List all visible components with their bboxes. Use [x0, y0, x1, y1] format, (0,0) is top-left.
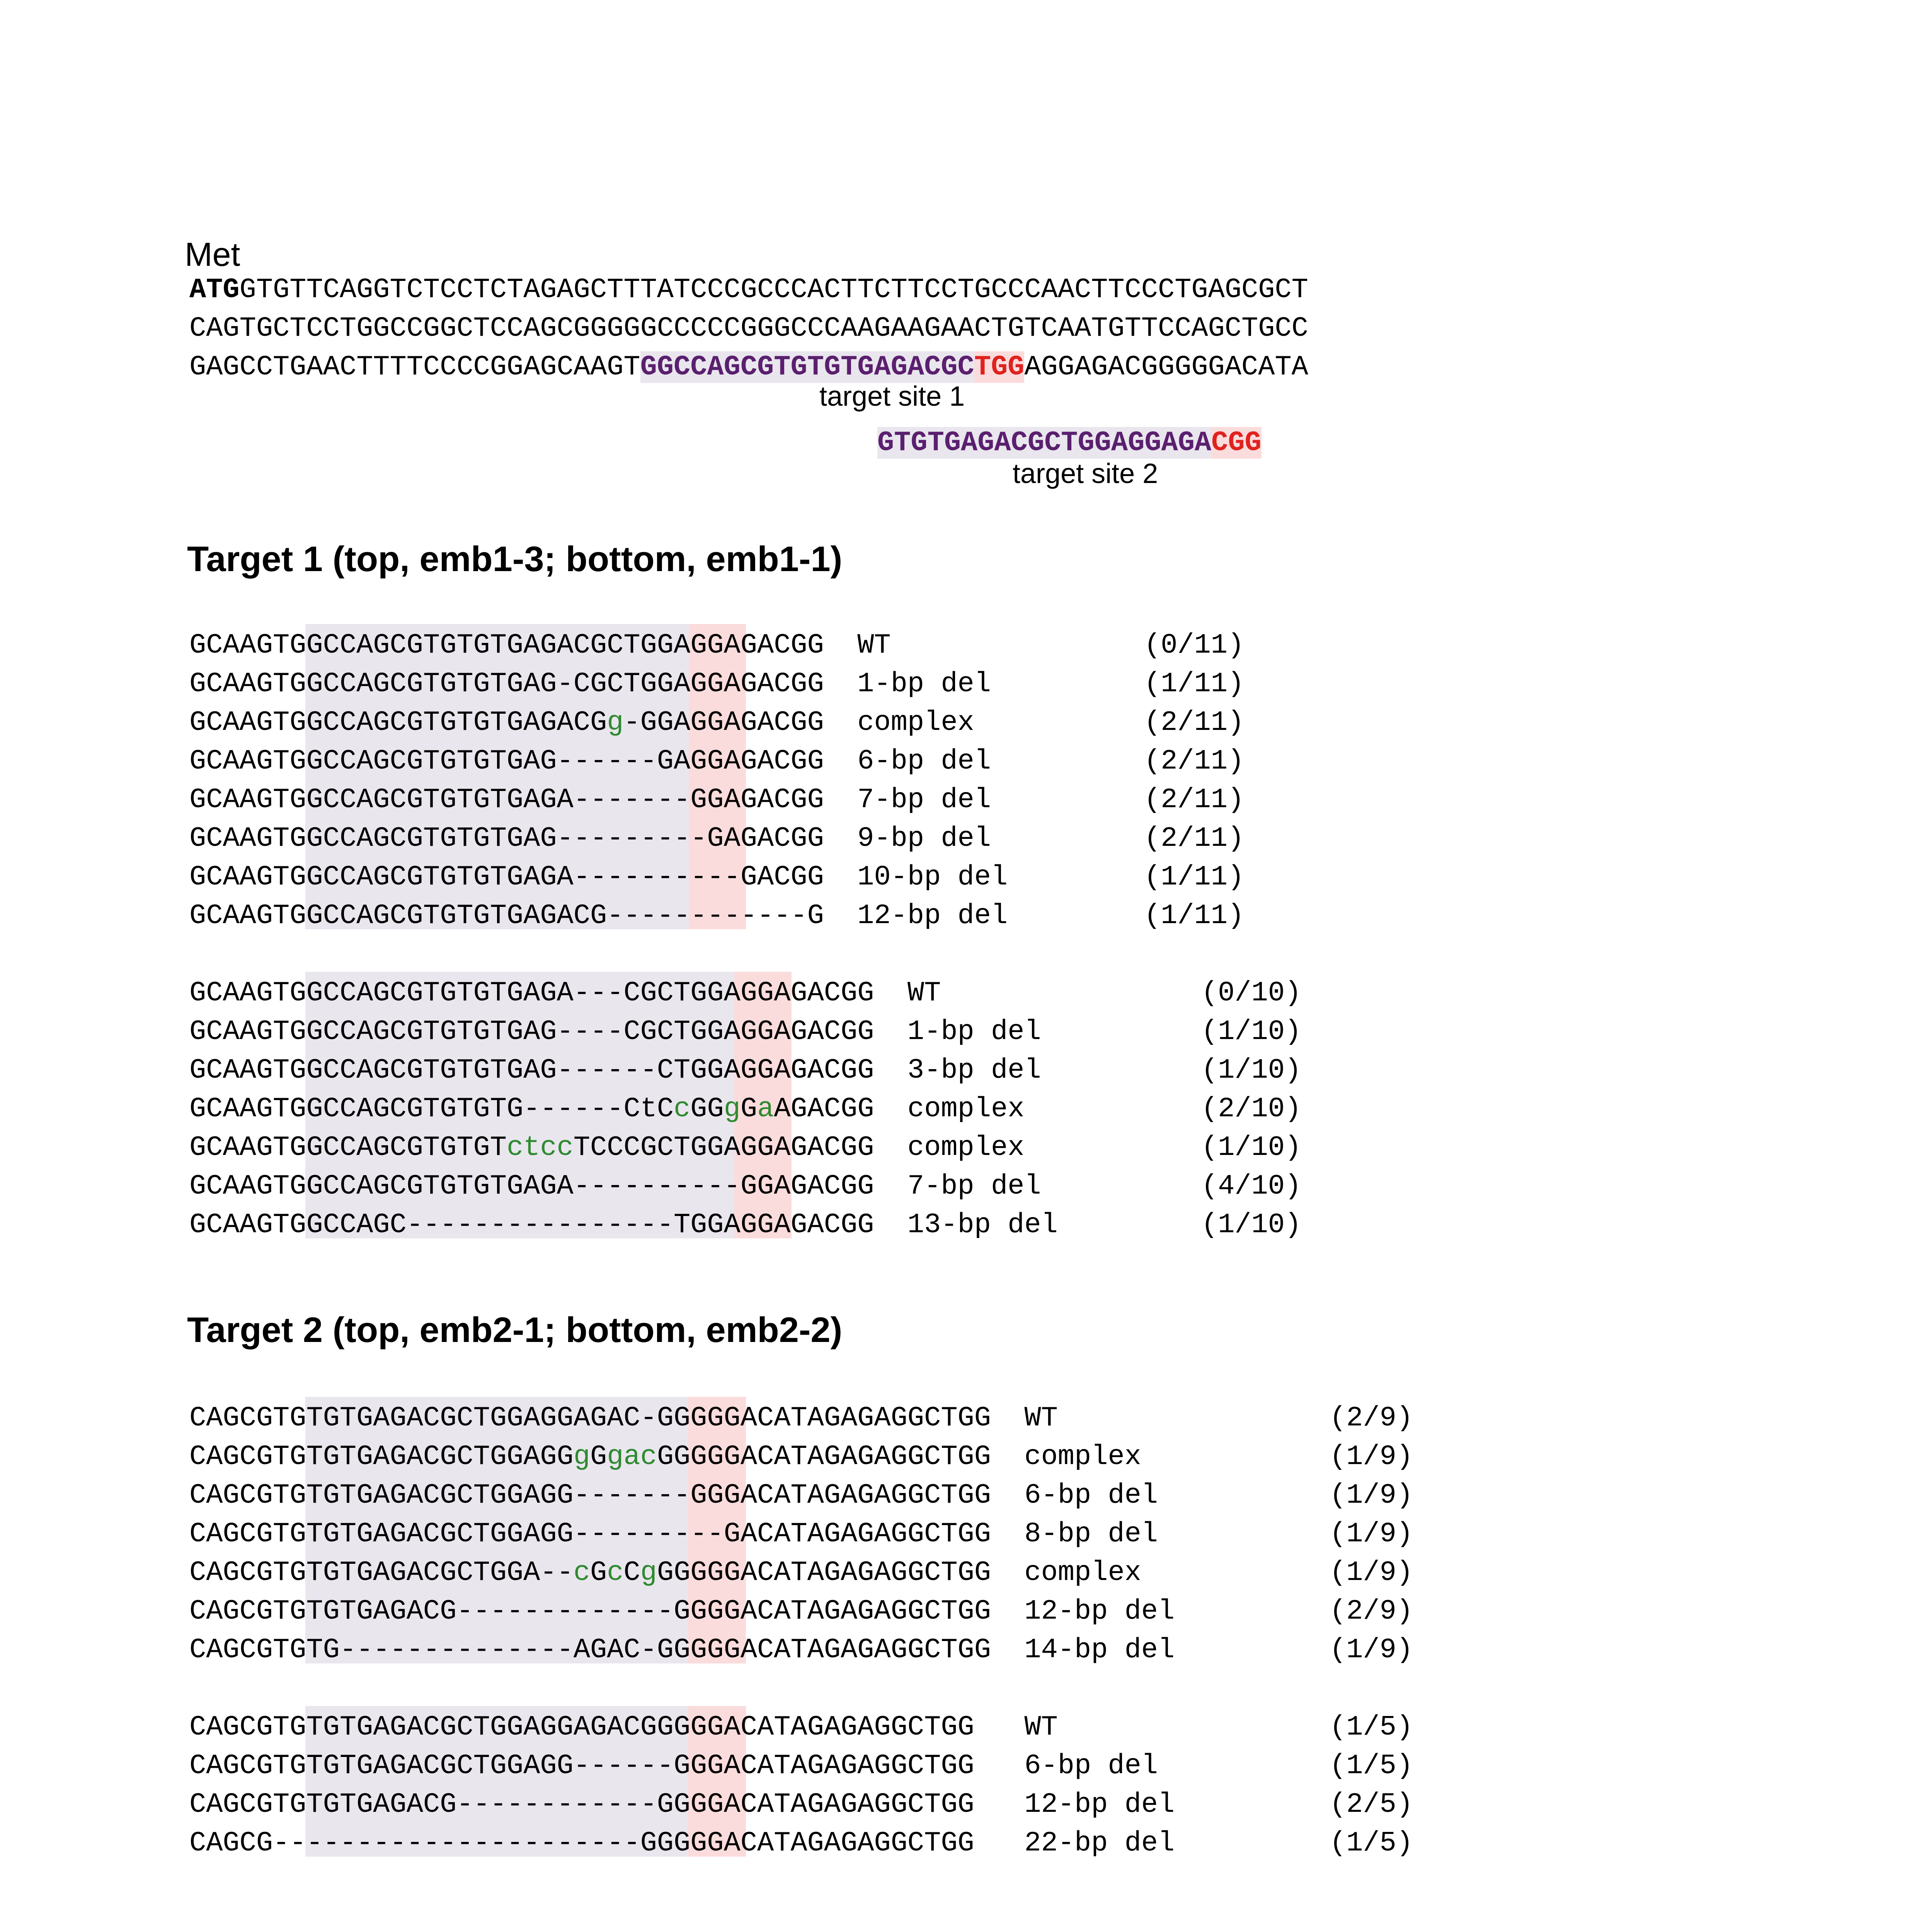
row-type: 10-bp del: [857, 861, 1008, 893]
row-type: complex: [907, 1132, 1025, 1163]
alignment-row: [189, 1167, 1041, 1206]
row-type: 12-bp del: [1024, 1789, 1175, 1820]
insertion: c: [674, 1093, 691, 1125]
row-type: WT: [1024, 1402, 1058, 1434]
row-count: (1/5): [1330, 1711, 1413, 1743]
alignment-row: [189, 1012, 1041, 1051]
insertion: g: [640, 1557, 657, 1588]
row-type: 9-bp del: [857, 823, 991, 854]
row-type: complex: [907, 1093, 1025, 1125]
seq-text: CAGCGTGTGTGAGACGCTGGAGG---------GACATAGAGAGGCTGG: [189, 1518, 991, 1550]
row-count: (0/10): [1201, 977, 1302, 1009]
alignment-row: [189, 781, 991, 819]
row-count: (1/9): [1330, 1634, 1413, 1666]
row-count: (2/5): [1330, 1789, 1413, 1820]
alignment-row: [189, 1051, 1041, 1090]
start-codon: ATG: [189, 274, 240, 306]
row-seq: CAGCG----------------------GGGGGACATAGAGAGGCTGG: [189, 1827, 974, 1859]
row-seq: GCAAGTGGCCAGCGTGTGTGAG------GAGGAGACGG: [189, 745, 824, 777]
row-type: 22-bp del: [1024, 1827, 1175, 1859]
row-count: (1/9): [1330, 1518, 1413, 1550]
row-count: (1/9): [1330, 1557, 1413, 1588]
target2-heading: Target 2 (top, emb2-1; bottom, emb2-2): [187, 1310, 843, 1350]
row-count: (1/5): [1330, 1750, 1413, 1782]
row-count: (1/11): [1144, 900, 1245, 932]
alignment-row: [189, 1785, 1175, 1824]
target2-bottom-alignment: [189, 1708, 1175, 1901]
insertion: g: [607, 707, 624, 738]
seq-text: CAGCGTGTGTGAGACGCTGGAGG-------GGGACATAGAGAGGCTGG: [189, 1480, 991, 1511]
row-type: complex: [857, 707, 974, 738]
alignment-row: [189, 1206, 1058, 1244]
row-type: 14-bp del: [1024, 1634, 1175, 1666]
alignment-row: [189, 1399, 1058, 1437]
seq-text: G: [590, 1557, 607, 1588]
alignment-row: [189, 1747, 1158, 1785]
row-seq: [189, 1402, 991, 1434]
alignment-row: [189, 1631, 1175, 1669]
row-count: (2/11): [1144, 823, 1245, 854]
row-type: WT: [907, 977, 941, 1009]
row-count: (1/9): [1330, 1480, 1413, 1511]
alignment-row: [189, 974, 941, 1012]
target-site-1-label: target site 1: [819, 381, 965, 412]
alignment-row: [189, 896, 1008, 935]
seq-text: GAGCCTGAACTTTTCCCCGGAGCAAGT: [189, 351, 640, 383]
sequence-line-3: [189, 348, 1308, 386]
alignment-row: [189, 742, 991, 781]
row-type: 12-bp del: [857, 900, 1008, 932]
row-type: 8-bp del: [1024, 1518, 1158, 1550]
alignment-row: [189, 1515, 1158, 1553]
seq-text: GG: [690, 1093, 724, 1125]
insertion: g: [573, 1441, 590, 1473]
row-count: (2/11): [1144, 745, 1245, 777]
target2-bottom-counts: [1330, 1708, 1413, 1901]
target1-heading: Target 1 (top, emb1-3; bottom, emb1-1): [187, 539, 843, 579]
row-seq: GCAAGTGGCCAGCGTGTGTGAG------CTGGAGGAGACGG: [189, 1054, 874, 1086]
alignment-row: [189, 1476, 1158, 1515]
insertion: g: [724, 1093, 741, 1125]
row-count: (1/9): [1330, 1441, 1413, 1473]
row-type: 7-bp del: [857, 784, 991, 816]
seq-text: GCAAGTGGCCAGCGTGTGTG------CtC: [189, 1093, 674, 1125]
seq-text: CAGCGTGTGTGAGACG-------------GGGGACATAGAGAGGCTGG: [189, 1595, 991, 1627]
row-seq: -GGAGGAGACGG: [623, 707, 824, 738]
target-site-2-seq: GTGTGAGACGCTGGAGGAGA: [877, 427, 1212, 459]
row-seq: [189, 1093, 874, 1125]
seq-text: TCCCGCTGGAGGAGACGG: [573, 1132, 874, 1163]
alignment-row: [189, 1824, 1175, 1862]
row-seq: GCAAGTGGCCAGCGTGTGTGAGACG: [189, 707, 607, 738]
row-type: 3-bp del: [907, 1054, 1041, 1086]
row-seq: GCAAGTGGCCAGCGTGTGTGAGA----------GACGG: [189, 861, 824, 893]
row-count: (2/11): [1144, 784, 1245, 816]
insertion: a: [757, 1093, 774, 1125]
target-site-2-seq-line: [877, 423, 1262, 462]
seq-text: GTGTTCAGGTCTCCTCTAGAGCTTTATCCCGCCCACTTCTTCCTGCCCAACTTCCCTGAGCGCT: [239, 274, 1308, 306]
alignment-row: [189, 819, 991, 858]
target1-top-alignment: [189, 626, 1008, 974]
row-seq: GCAAGTGGCCAGCGTGTGTGAGACGCTGGAGGAGACGG: [189, 629, 824, 661]
seq-text: GCAAGTGGCCAGCGTGTGT: [189, 1132, 507, 1163]
alignment-row: [189, 858, 1008, 896]
row-seq: GCAAGTGGCCAGCGTGTGTGAGACG------------G: [189, 900, 824, 932]
alignment-row: [189, 1128, 1024, 1167]
row-type: 6-bp del: [1024, 1480, 1158, 1511]
row-type: WT: [1024, 1711, 1058, 1743]
target1-top-counts: [1144, 626, 1245, 974]
row-count: (2/9): [1330, 1595, 1413, 1627]
alignment-row: [189, 1090, 1024, 1128]
row-count: (1/11): [1144, 668, 1245, 700]
seq-text: CAGCGTGTG--------------AGAC-GGGGGACATAGAGAGGCTGG: [189, 1634, 991, 1666]
sequence-line-1: [189, 270, 1308, 309]
row-seq: [189, 1557, 991, 1588]
row-count: (4/10): [1201, 1170, 1302, 1202]
insertion: gac: [607, 1441, 657, 1473]
seq-text: G: [740, 1093, 758, 1125]
row-seq: CAGCGTGTGTGAGACGCTGGAGG------GGGACATAGAGAGGCTGG: [189, 1750, 974, 1782]
target-site-1-seq: GGCCAGCGTGTGTGAGACGC: [640, 351, 974, 383]
row-seq: GCAAGTGGCCAGCGTGTGTGAGA---CGCTGGAGGAGACGG: [189, 977, 874, 1009]
row-type: complex: [1024, 1557, 1141, 1588]
row-seq: GCAAGTGGCCAGCGTGTGTGAG----CGCTGGAGGAGACGG: [189, 1016, 874, 1048]
target1-bottom-alignment: [189, 974, 1058, 1283]
row-seq: [189, 1595, 991, 1627]
row-type: 13-bp del: [907, 1209, 1058, 1241]
row-seq: [189, 1518, 991, 1550]
seq-text: G: [590, 1441, 607, 1473]
row-type: 6-bp del: [1024, 1750, 1158, 1782]
target2-top-alignment: [189, 1399, 1175, 1708]
seq-text: CAGCGTGTGTGAGACGCTGGAGG: [189, 1441, 574, 1473]
sequence-line-2: CAGTGCTCCTGGCCGGCTCCAGCGGGGGCCCCCGGGCCCAAGAAGAACTGTCAATGTTCCAGCTGCC: [189, 313, 1308, 344]
target-site-2-pam: CGG: [1211, 427, 1262, 459]
row-count: (0/11): [1144, 629, 1245, 661]
row-seq: GCAAGTGGCCAGCGTGTGTGAG---------GAGACGG: [189, 823, 824, 854]
seq-text: CAGCGTGTGTGAGACGCTGGA--: [189, 1557, 574, 1588]
seq-text: GGGGGACATAGAGAGGCTGG: [657, 1441, 991, 1473]
row-count: (1/5): [1330, 1827, 1413, 1859]
row-type: 12-bp del: [1024, 1595, 1175, 1627]
target2-top-counts: [1330, 1399, 1413, 1708]
alignment-row: [189, 1553, 1141, 1592]
target-site-2-label: target site 2: [1013, 458, 1158, 489]
target1-bottom-counts: [1201, 974, 1302, 1283]
row-seq: [189, 1634, 991, 1666]
row-type: 1-bp del: [857, 668, 991, 700]
row-seq: [189, 1480, 991, 1511]
alignment-row: [189, 1708, 1058, 1747]
row-count: (1/10): [1201, 1054, 1302, 1086]
row-seq: CAGCGTGTGTGAGACGCTGGAGGAGACGGGGGACATAGAGAGGCTGG: [189, 1711, 974, 1743]
insertion: c: [607, 1557, 624, 1588]
seq-text: CAGCGTGTGTGAGACGCTGGAGGAGAC-GGGGGACATAGAGAGGCTGG: [189, 1402, 991, 1434]
alignment-row: [189, 1437, 1141, 1476]
row-type: 6-bp del: [857, 745, 991, 777]
seq-text: AGACGG: [774, 1093, 874, 1125]
row-type: 1-bp del: [907, 1016, 1041, 1048]
alignment-row: [189, 1592, 1175, 1631]
row-seq: GCAAGTGGCCAGC----------------TGGAGGAGACGG: [189, 1209, 874, 1241]
seq-text: C: [623, 1557, 640, 1588]
alignment-row: [189, 665, 991, 703]
row-count: (1/11): [1144, 861, 1245, 893]
seq-text: GGGGGACATAGAGAGGCTGG: [657, 1557, 991, 1588]
row-count: (1/10): [1201, 1132, 1302, 1163]
row-seq: CAGCGTGTGTGAGACG------------GGGGACATAGAGAGGCTGG: [189, 1789, 974, 1820]
row-type: 7-bp del: [907, 1170, 1041, 1202]
target-site-1-pam: TGG: [974, 351, 1025, 383]
seq-text: AGGAGACGGGGGACATA: [1024, 351, 1308, 383]
row-count: (2/10): [1201, 1093, 1302, 1125]
row-seq: GCAAGTGGCCAGCGTGTGTGAGA-------GGAGACGG: [189, 784, 824, 816]
row-seq: [189, 1441, 991, 1473]
row-count: (1/10): [1201, 1016, 1302, 1048]
met-label: Met: [185, 236, 240, 273]
row-type: complex: [1024, 1441, 1141, 1473]
row-type: WT: [857, 629, 891, 661]
row-seq: GCAAGTGGCCAGCGTGTGTGAG-CGCTGGAGGAGACGG: [189, 668, 824, 700]
row-count: (2/11): [1144, 707, 1245, 738]
insertion: ctcc: [506, 1132, 574, 1163]
row-count: (2/9): [1330, 1402, 1413, 1434]
alignment-row: [189, 626, 891, 665]
insertion: c: [573, 1557, 590, 1588]
row-seq: GCAAGTGGCCAGCGTGTGTGAGA----------GGAGACGG: [189, 1170, 874, 1202]
row-count: (1/10): [1201, 1209, 1302, 1241]
row-seq: [189, 1132, 874, 1163]
alignment-row: [189, 703, 974, 742]
